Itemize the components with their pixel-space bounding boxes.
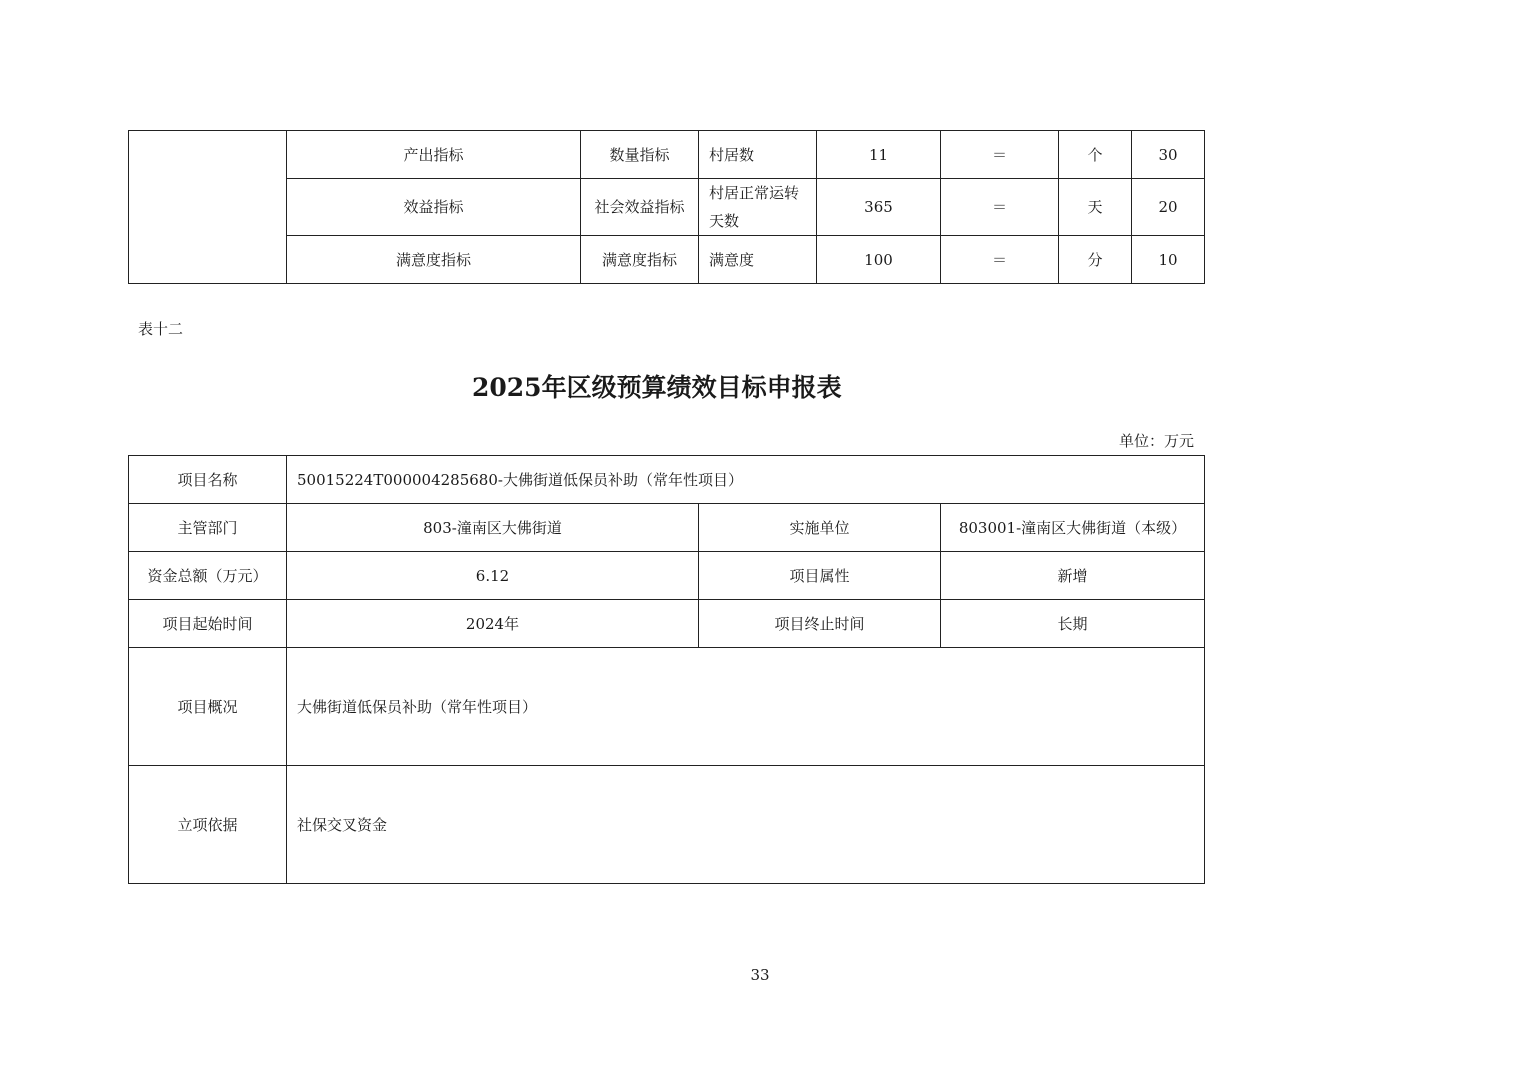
start-time-value: 2024年 xyxy=(287,600,699,648)
indicator-value: 11 xyxy=(817,131,941,179)
table-label: 表十二 xyxy=(138,320,184,338)
project-name-label: 项目名称 xyxy=(129,456,287,504)
fund-total-label: 资金总额（万元） xyxy=(129,552,287,600)
performance-indicator-table xyxy=(128,130,1205,284)
end-time-label: 项目终止时间 xyxy=(699,600,941,648)
indicator-weight: 10 xyxy=(1132,236,1205,284)
dept-label: 主管部门 xyxy=(129,504,287,552)
level1-indicator: 满意度指标 xyxy=(287,236,581,284)
project-attr-label: 项目属性 xyxy=(699,552,941,600)
table-row xyxy=(129,236,1205,284)
table-row xyxy=(129,504,1205,552)
indicator-weight: 30 xyxy=(1132,131,1205,179)
level1-indicator: 产出指标 xyxy=(287,131,581,179)
level2-indicator: 社会效益指标 xyxy=(581,179,699,236)
page-number: 33 xyxy=(750,966,770,984)
impl-unit-value: 803001-潼南区大佛街道（本级） xyxy=(941,504,1205,552)
project-attr-value: 新增 xyxy=(941,552,1205,600)
table-row xyxy=(129,179,1205,236)
unit-note: 单位：万元 xyxy=(1118,432,1194,450)
indicator-value: 365 xyxy=(817,179,941,236)
page-title: 2025年区级预算绩效目标申报表 xyxy=(472,373,842,402)
overview-label: 项目概况 xyxy=(129,648,287,766)
level1-indicator: 效益指标 xyxy=(287,179,581,236)
table-row xyxy=(129,131,1205,179)
overview-value: 大佛街道低保员补助（常年性项目） xyxy=(287,648,1205,766)
end-time-value: 长期 xyxy=(941,600,1205,648)
indicator-unit: 分 xyxy=(1059,236,1132,284)
table-row xyxy=(129,648,1205,766)
blank-cell xyxy=(129,131,287,284)
indicator-value: 100 xyxy=(817,236,941,284)
table-row xyxy=(129,600,1205,648)
indicator-weight: 20 xyxy=(1132,179,1205,236)
basis-value: 社保交叉资金 xyxy=(287,766,1205,884)
level3-indicator: 村居正常运转天数 xyxy=(699,179,817,236)
level3-indicator: 村居数 xyxy=(699,131,817,179)
indicator-operator: ＝ xyxy=(941,179,1059,236)
project-declaration-table xyxy=(128,455,1205,884)
level2-indicator: 满意度指标 xyxy=(581,236,699,284)
table-row xyxy=(129,552,1205,600)
indicator-unit: 个 xyxy=(1059,131,1132,179)
fund-total-value: 6.12 xyxy=(287,552,699,600)
level3-indicator: 满意度 xyxy=(699,236,817,284)
table-row xyxy=(129,766,1205,884)
basis-label: 立项依据 xyxy=(129,766,287,884)
indicator-operator: ＝ xyxy=(941,236,1059,284)
indicator-unit: 天 xyxy=(1059,179,1132,236)
dept-value: 803-潼南区大佛街道 xyxy=(287,504,699,552)
impl-unit-label: 实施单位 xyxy=(699,504,941,552)
start-time-label: 项目起始时间 xyxy=(129,600,287,648)
table-row xyxy=(129,456,1205,504)
indicator-operator: ＝ xyxy=(941,131,1059,179)
project-name-value: 50015224T000004285680-大佛街道低保员补助（常年性项目） xyxy=(287,456,1205,504)
level2-indicator: 数量指标 xyxy=(581,131,699,179)
